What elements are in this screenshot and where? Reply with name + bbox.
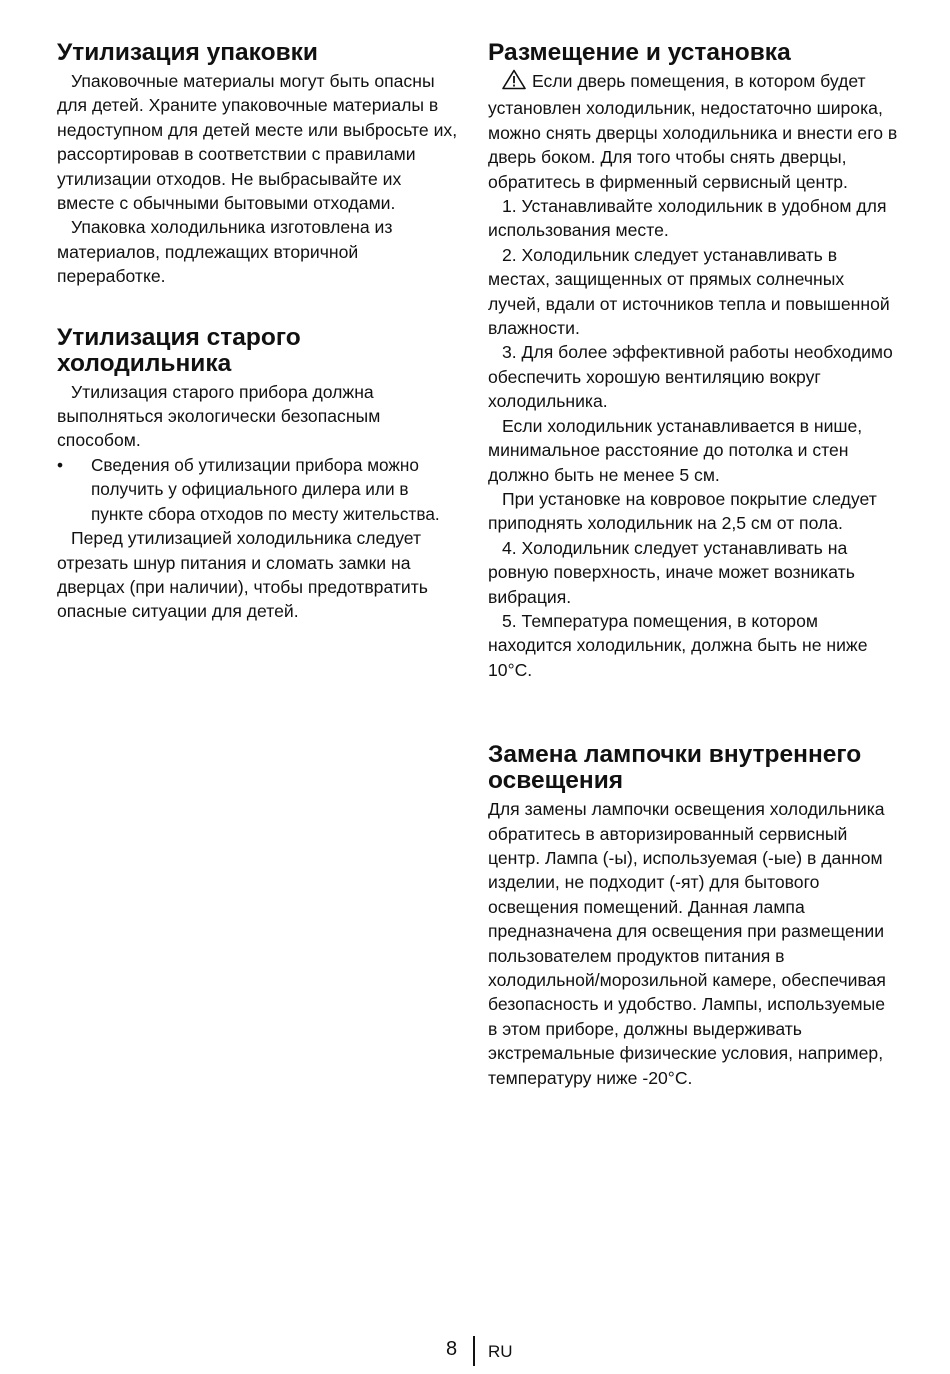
bullet-text: Сведения об утилизации прибора можно получить у официального дилера или в пункте сбора отходов по месту жительства. xyxy=(91,454,440,524)
section-lamp-replacement xyxy=(488,742,898,1090)
footer-divider xyxy=(473,1336,475,1366)
left-column xyxy=(57,40,461,624)
paragraph: Упаковка холодильника изготовлена из материалов, подлежащих вторичной переработке. xyxy=(57,217,393,287)
paragraph: При установке на ковровое покрытие следует приподнять холодильник на 2,5 см от пола. xyxy=(488,488,877,534)
warning-text: Если дверь помещения, в котором будет установлен холодильник, недостаточно широка, можно снять дверцы холодильника и внести его в дверь боком. Для того чтобы снять дверцы, обратитесь в фирменный сервисный центр. xyxy=(488,71,898,192)
right-column xyxy=(488,40,898,1090)
section-old-fridge-disposal xyxy=(57,325,461,624)
paragraph: Если холодильник устанавливается в нише, минимальное расстояние до потолка и стен должно быть не менее 5 см. xyxy=(488,415,863,485)
warning-triangle-icon xyxy=(502,69,526,96)
list-item: 2. Холодильник следует устанавливать в местах, защищенных от прямых солнечных лучей, вдали от источников тепла и повышенной влажности. xyxy=(488,244,890,339)
list-item: 5. Температура помещения, в котором находится холодильник, должна быть не ниже 10°C. xyxy=(488,610,868,680)
bullet-item xyxy=(57,453,461,526)
heading-packaging-disposal: Утилизация упаковки xyxy=(57,39,318,66)
heading-placement: Размещение и установка xyxy=(488,39,791,66)
paragraph: Перед утилизацией холодильника следует отрезать шнур питания и сломать замки на дверцах (при наличии), чтобы предотвратить опасные ситуации для детей. xyxy=(57,528,428,622)
section-packaging-disposal xyxy=(57,40,461,289)
page-footer xyxy=(0,1336,950,1366)
heading-old-fridge-disposal: Утилизация старого холодильника xyxy=(57,323,301,377)
bullet-symbol: • xyxy=(57,454,64,475)
list-item: 4. Холодильник следует устанавливать на ровную поверхность, иначе может возникать вибрация. xyxy=(488,537,855,607)
page-number: 8 xyxy=(446,1338,458,1360)
paragraph: Утилизация старого прибора должна выполняться экологически безопасным способом. xyxy=(57,381,381,451)
language-code: RU xyxy=(488,1342,513,1361)
list-item: 3. Для более эффективной работы необходимо обеспечить хорошую вентиляцию вокруг холодильника. xyxy=(488,342,893,412)
warning-paragraph xyxy=(488,69,898,194)
list-item: 1. Устанавливайте холодильник в удобном для использования месте. xyxy=(488,196,887,241)
paragraph: Упаковочные материалы могут быть опасны для детей. Храните упаковочные материалы в недоступном для детей месте или выбросьте их, рассортировав в соответствии с правилами утилизации отходов. Не выбрасывайте их вместе с обычными бытовыми отходами. xyxy=(57,71,458,214)
paragraph: Для замены лампочки освещения холодильника обратитесь в авторизированный сервисный центр. Лампа (-ы), используемая (-ые) в данном изделии, не подходит (-ят) для бытового освещения помещений. Данная лампа предназначена для освещения при размещении пользователем продуктов питания в холодильной/морозильной камере, обеспечивая безопасность и удобство. Лампы, используемые в этом приборе, должны выдерживать экстремальные физические условия, например, температуру ниже -20°C. xyxy=(488,799,886,1088)
section-placement xyxy=(488,40,898,682)
heading-lamp-replacement: Замена лампочки внутреннего освещения xyxy=(488,741,862,795)
